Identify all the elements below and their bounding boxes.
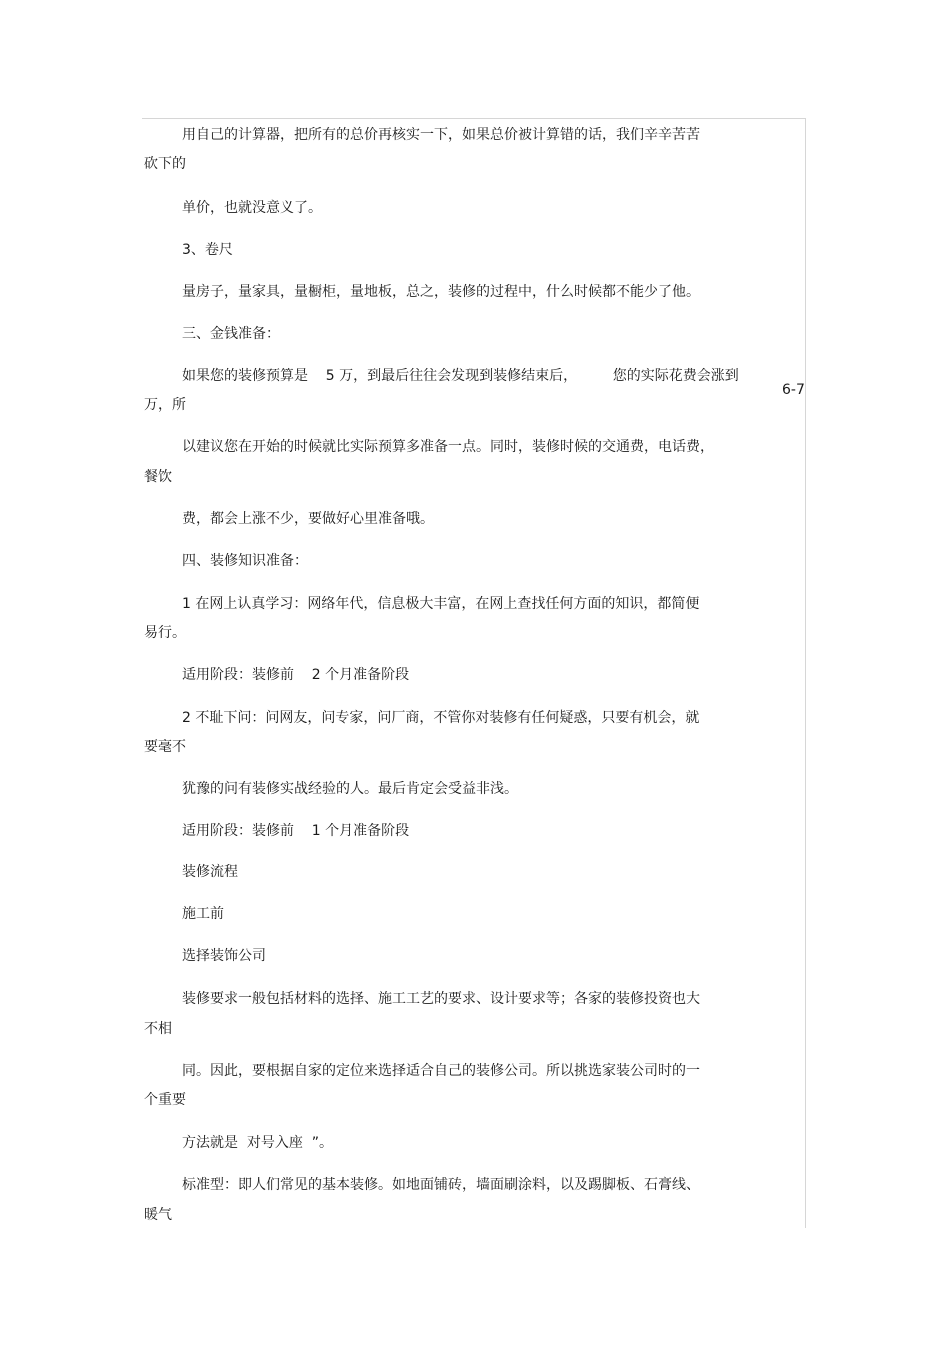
body-text-line: 单价，也就没意义了。 xyxy=(182,200,322,216)
body-text-line: 费，都会上涨不少，要做好心里准备哦。 xyxy=(182,511,434,527)
body-text-line: 适用阶段：装修前 1 个月准备阶段 xyxy=(182,823,410,839)
section-heading: 三、金钱准备： xyxy=(182,326,280,342)
body-text-line: 要毫不 xyxy=(144,739,186,755)
body-text-line: 同。因此，要根据自家的定位来选择适合自己的装修公司。所以挑选家装公司时的一 xyxy=(182,1063,700,1079)
section-heading: 施工前 xyxy=(182,906,224,922)
body-text-line: 2 不耻下问：问网友，问专家，问厂商，不管你对装修有任何疑惑，只要有机会，就 xyxy=(182,710,700,726)
body-text-line: 装修要求一般包括材料的选择、施工工艺的要求、设计要求等；各家的装修投资也大 xyxy=(182,991,700,1007)
body-text-line: 适用阶段：装修前 2 个月准备阶段 xyxy=(182,667,410,683)
body-text-line: 不相 xyxy=(144,1021,172,1037)
body-text-line: 如果您的装修预算是 5 万，到最后往往会发现到装修结束后， 您的实际花费会涨到 xyxy=(182,368,739,384)
body-text-line: 餐饮 xyxy=(144,469,172,485)
body-text-line: 方法就是 对号入座 ”。 xyxy=(182,1135,334,1151)
body-text-line: 以建议您在开始的时候就比实际预算多准备一点。同时，装修时候的交通费，电话费， xyxy=(182,439,714,455)
section-heading: 装修流程 xyxy=(182,864,238,880)
body-text-line: 量房子，量家具，量橱柜，量地板，总之，装修的过程中，什么时候都不能少了他。 xyxy=(182,284,700,300)
section-heading: 选择装饰公司 xyxy=(182,948,266,964)
list-heading: 3、卷尺 xyxy=(182,242,233,258)
body-text-line: 暖气 xyxy=(144,1207,172,1223)
body-text-line: 砍下的 xyxy=(144,156,186,172)
body-text-line: 万，所 xyxy=(144,397,186,413)
section-heading: 四、装修知识准备： xyxy=(182,553,308,569)
body-text-line: 1 在网上认真学习：网络年代，信息极大丰富，在网上查找任何方面的知识，都简便 xyxy=(182,596,700,612)
body-text-line: 易行。 xyxy=(144,625,186,641)
body-text-line: 标准型：即人们常见的基本装修。如地面铺砖，墙面刷涂料，以及踢脚板、石膏线、 xyxy=(182,1177,700,1193)
body-text-number: 6-7 xyxy=(782,382,805,398)
body-text-line: 犹豫的问有装修实战经验的人。最后肯定会受益非浅。 xyxy=(182,781,518,797)
body-text-line: 个重要 xyxy=(144,1092,186,1108)
body-text-line: 用自己的计算器，把所有的总价再核实一下，如果总价被计算错的话，我们辛辛苦苦 xyxy=(182,127,700,143)
